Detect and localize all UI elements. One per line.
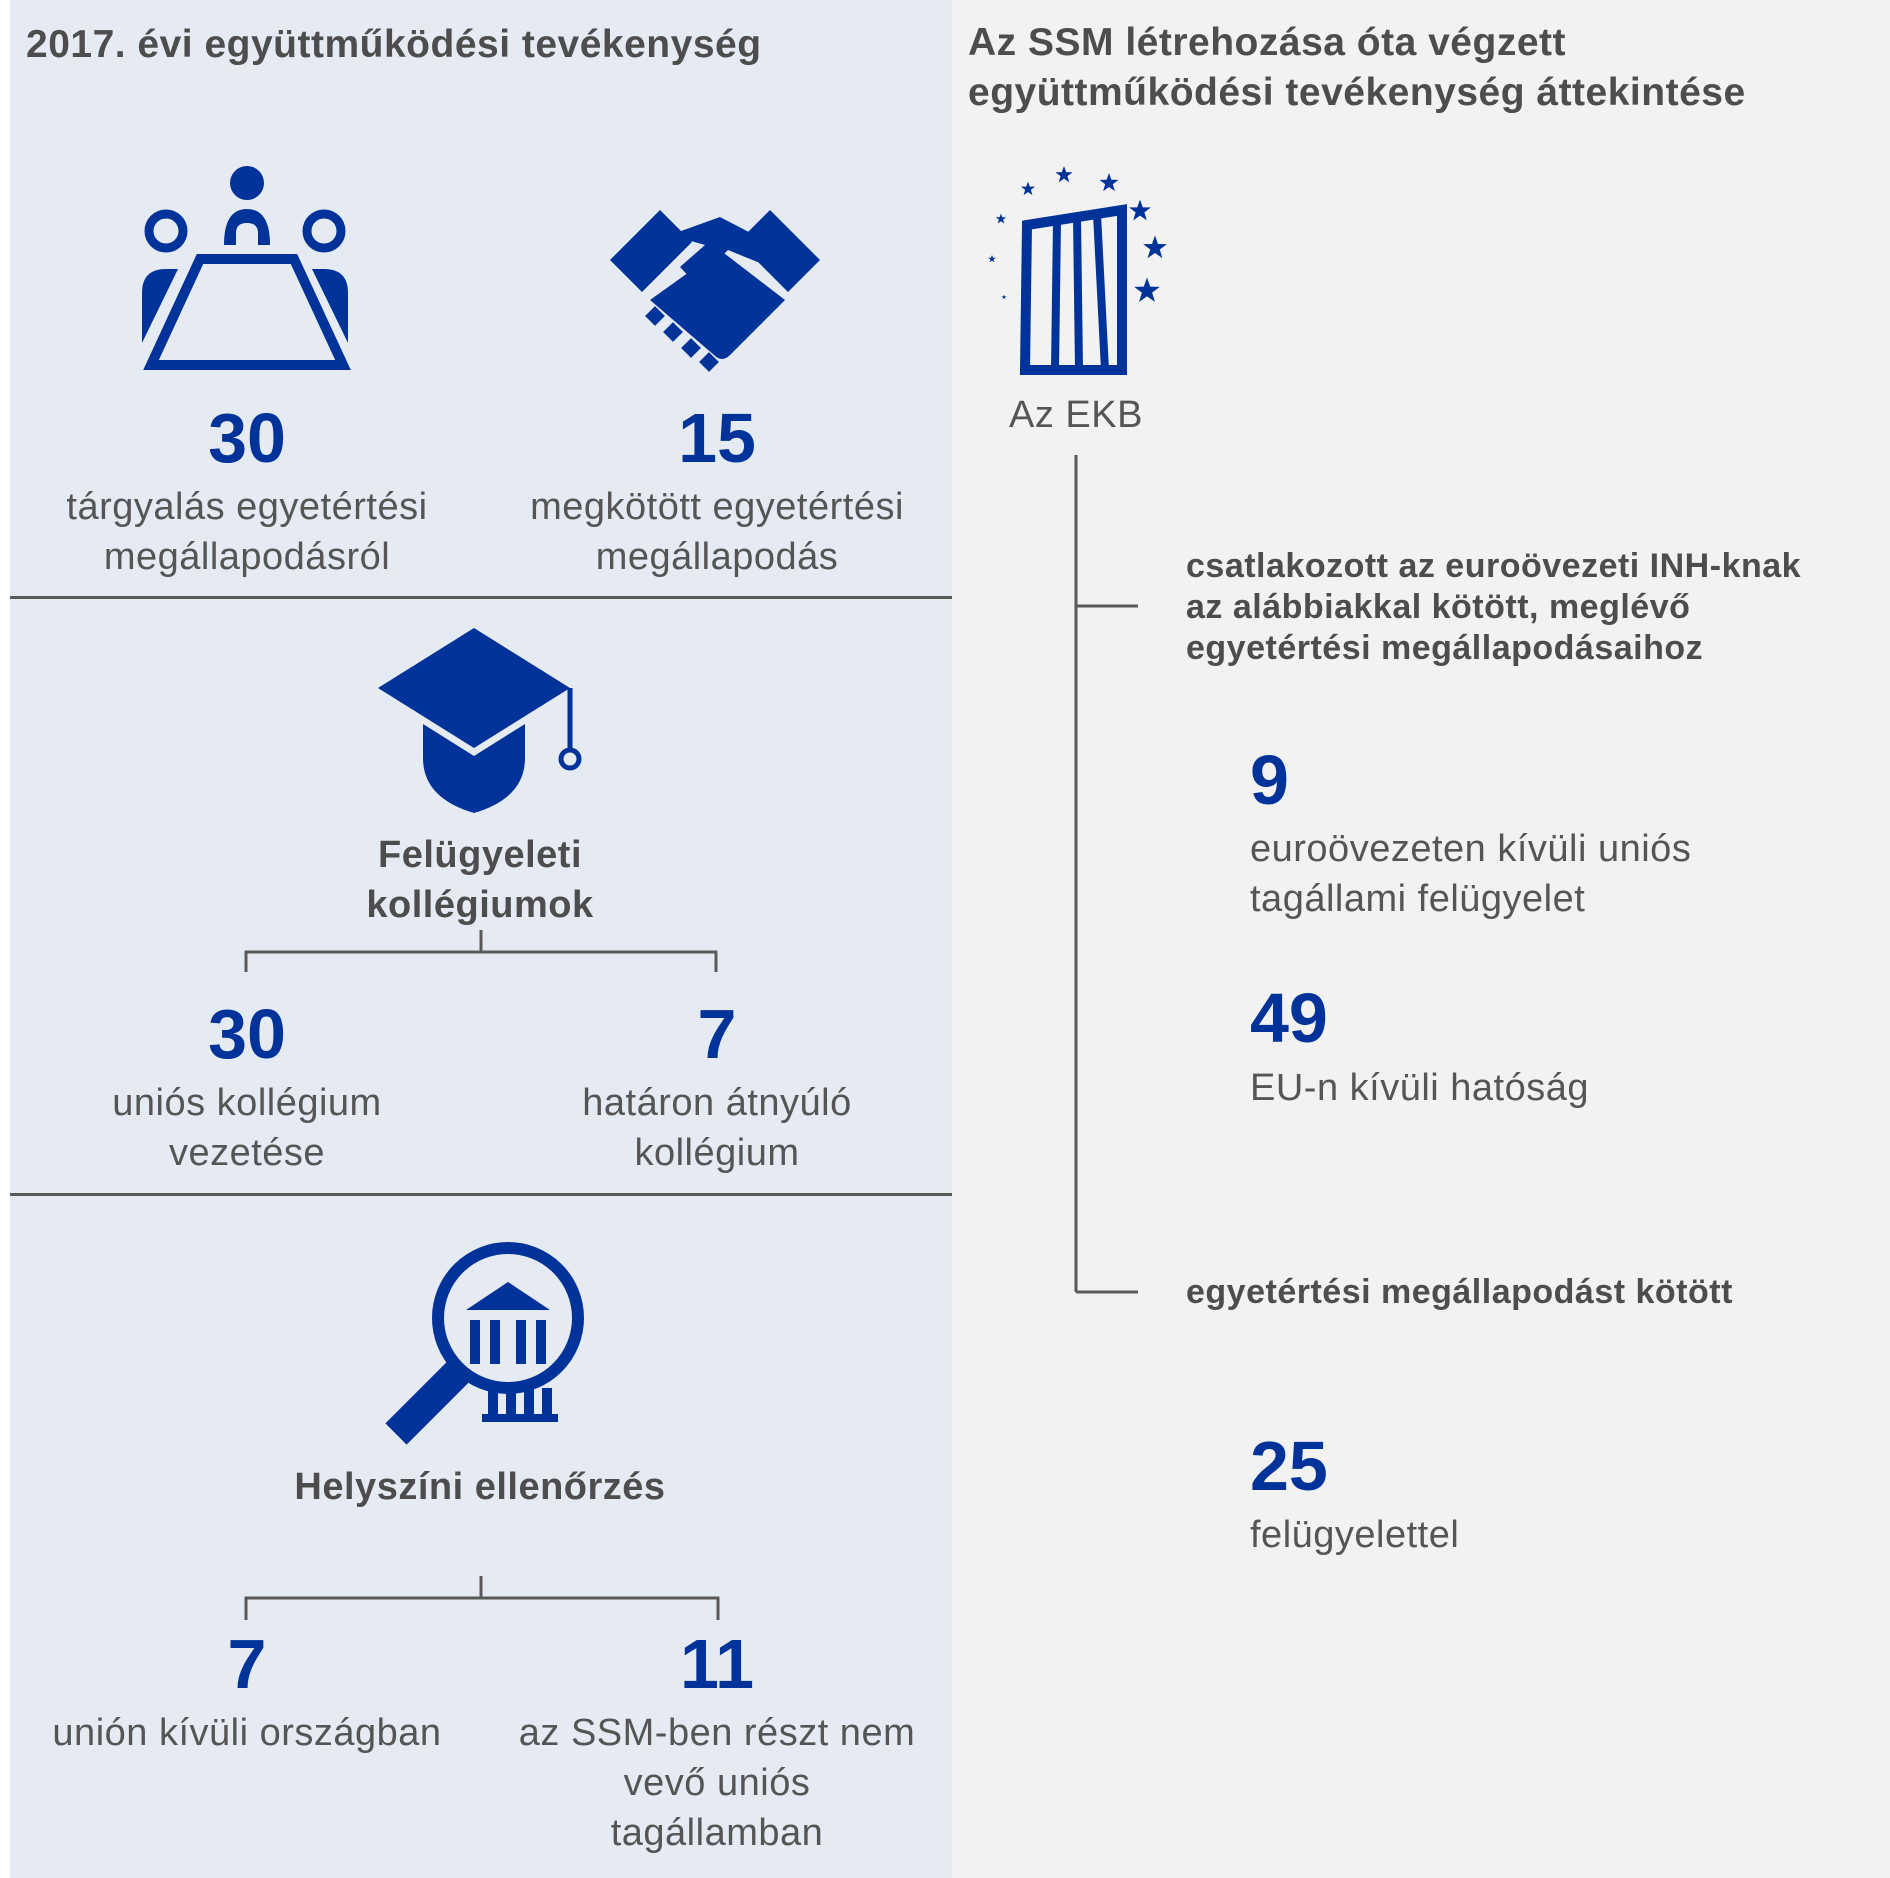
- right-title-line2: együttműködési tevékenység áttekintése: [968, 71, 1746, 114]
- branch1-line3: egyetértési megállapodásaihoz: [1186, 629, 1704, 667]
- onsite-nonssm-line3: tagállamban: [610, 1812, 824, 1854]
- stat2-line1: EU-n kívüli hatóság: [1250, 1067, 1589, 1109]
- meetings-line2: megállapodásról: [103, 536, 391, 578]
- agreements-line1: megkötött egyetértési: [530, 486, 904, 528]
- stat1-line2: tagállami felügyelet: [1250, 878, 1586, 920]
- left-title: 2017. évi együttműködési tevékenység: [26, 23, 762, 66]
- stat3-line1: felügyelettel: [1250, 1514, 1460, 1556]
- stat2-value: 49: [1250, 979, 1328, 1057]
- stat3-value: 25: [1250, 1427, 1328, 1505]
- colleges-eu-value: 30: [208, 995, 286, 1073]
- colleges-crossborder-line1: határon átnyúló: [582, 1082, 852, 1124]
- stat1-line1: euroövezeten kívüli uniós: [1250, 828, 1692, 870]
- agreements-line2: megállapodás: [595, 536, 839, 578]
- onsite-nonssm-line2: vevő uniós: [623, 1762, 811, 1804]
- onsite-noneu-value: 7: [227, 1625, 267, 1703]
- colleges-crossborder-line2: kollégium: [634, 1132, 800, 1174]
- colleges-title-line2: kollégiumok: [366, 884, 594, 926]
- colleges-eu-line2: vezetése: [168, 1132, 326, 1174]
- stat1-value: 9: [1250, 741, 1289, 819]
- colleges-crossborder-value: 7: [697, 995, 737, 1073]
- colleges-eu-line1: uniós kollégium: [112, 1082, 382, 1124]
- right-title-line1: Az SSM létrehozása óta végzett: [968, 21, 1566, 64]
- branch1-line1: csatlakozott az euroövezeti INH-knak: [1186, 547, 1802, 585]
- colleges-title-line1: Felügyeleti: [378, 834, 582, 876]
- onsite-noneu-line1: unión kívüli országban: [52, 1712, 442, 1754]
- onsite-title: Helyszíni ellenőrzés: [294, 1466, 666, 1508]
- onsite-nonssm-value: 11: [680, 1625, 754, 1703]
- onsite-nonssm-line1: az SSM-ben részt nem: [518, 1712, 916, 1754]
- meetings-value: 30: [208, 399, 286, 477]
- branch1-line2: az alábbiakkal kötött, meglévő: [1186, 588, 1691, 626]
- meetings-line1: tárgyalás egyetértési: [66, 486, 428, 528]
- agreements-value: 15: [678, 399, 756, 477]
- branch2-line1: egyetértési megállapodást kötött: [1186, 1273, 1733, 1311]
- ecb-label: Az EKB: [1009, 394, 1143, 436]
